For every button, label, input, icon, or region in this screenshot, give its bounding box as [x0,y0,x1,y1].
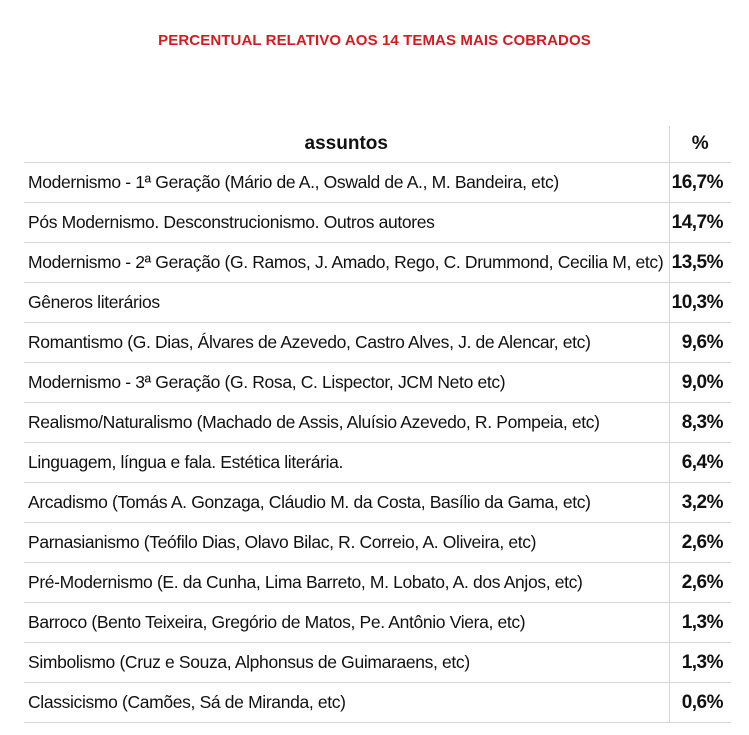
topic-cell: Modernismo - 2ª Geração (G. Ramos, J. Amado, Rego, C. Drummond, Cecilia M, etc) [24,243,669,283]
topic-cell: Linguagem, língua e fala. Estética literária. [24,443,669,483]
page-title: PERCENTUAL RELATIVO AOS 14 TEMAS MAIS COBRADOS [158,32,591,49]
topic-cell: Arcadismo (Tomás A. Gonzaga, Cláudio M. da Costa, Basílio da Gama, etc) [24,483,669,523]
table-row [24,443,731,483]
table-row [24,323,731,363]
topic-cell: Simbolismo (Cruz e Souza, Alphonsus de Guimaraens, etc) [24,643,669,683]
percent-cell: 16,7% [669,163,731,203]
table-row [24,603,731,643]
table-row [24,163,731,203]
column-header-percent: % [669,126,731,163]
topic-cell: Parnasianismo (Teófilo Dias, Olavo Bilac, R. Correio, A. Oliveira, etc) [24,523,669,563]
table-header-row [24,126,731,163]
percent-cell: 2,6% [669,523,731,563]
percent-cell: 0,6% [669,683,731,723]
column-header-subject: assuntos [24,126,669,163]
table-row [24,563,731,603]
topic-cell: Modernismo - 3ª Geração (G. Rosa, C. Lispector, JCM Neto etc) [24,363,669,403]
table-row [24,643,731,683]
topic-cell: Pós Modernismo. Desconstrucionismo. Outros autores [24,203,669,243]
table-row [24,203,731,243]
topic-cell: Modernismo - 1ª Geração (Mário de A., Oswald de A., M. Bandeira, etc) [24,163,669,203]
table-row [24,483,731,523]
topics-table [24,126,731,723]
table-row [24,283,731,323]
percent-cell: 3,2% [669,483,731,523]
percent-cell: 1,3% [669,643,731,683]
topic-cell: Pré-Modernismo (E. da Cunha, Lima Barreto, M. Lobato, A. dos Anjos, etc) [24,563,669,603]
percent-cell: 10,3% [669,283,731,323]
percent-cell: 9,6% [669,323,731,363]
percent-cell: 8,3% [669,403,731,443]
topic-cell: Realismo/Naturalismo (Machado de Assis, Aluísio Azevedo, R. Pompeia, etc) [24,403,669,443]
percent-cell: 9,0% [669,363,731,403]
percent-cell: 1,3% [669,603,731,643]
table-row [24,523,731,563]
percent-cell: 6,4% [669,443,731,483]
table-row [24,363,731,403]
table-row [24,683,731,723]
topic-cell: Barroco (Bento Teixeira, Gregório de Matos, Pe. Antônio Viera, etc) [24,603,669,643]
topics-table-container [24,126,731,723]
topic-cell: Romantismo (G. Dias, Álvares de Azevedo, Castro Alves, J. de Alencar, etc) [24,323,669,363]
table-body [24,163,731,723]
percent-cell: 13,5% [669,243,731,283]
table-row [24,403,731,443]
percent-cell: 2,6% [669,563,731,603]
topic-cell: Gêneros literários [24,283,669,323]
topic-cell: Classicismo (Camões, Sá de Miranda, etc) [24,683,669,723]
percent-cell: 14,7% [669,203,731,243]
table-row [24,243,731,283]
